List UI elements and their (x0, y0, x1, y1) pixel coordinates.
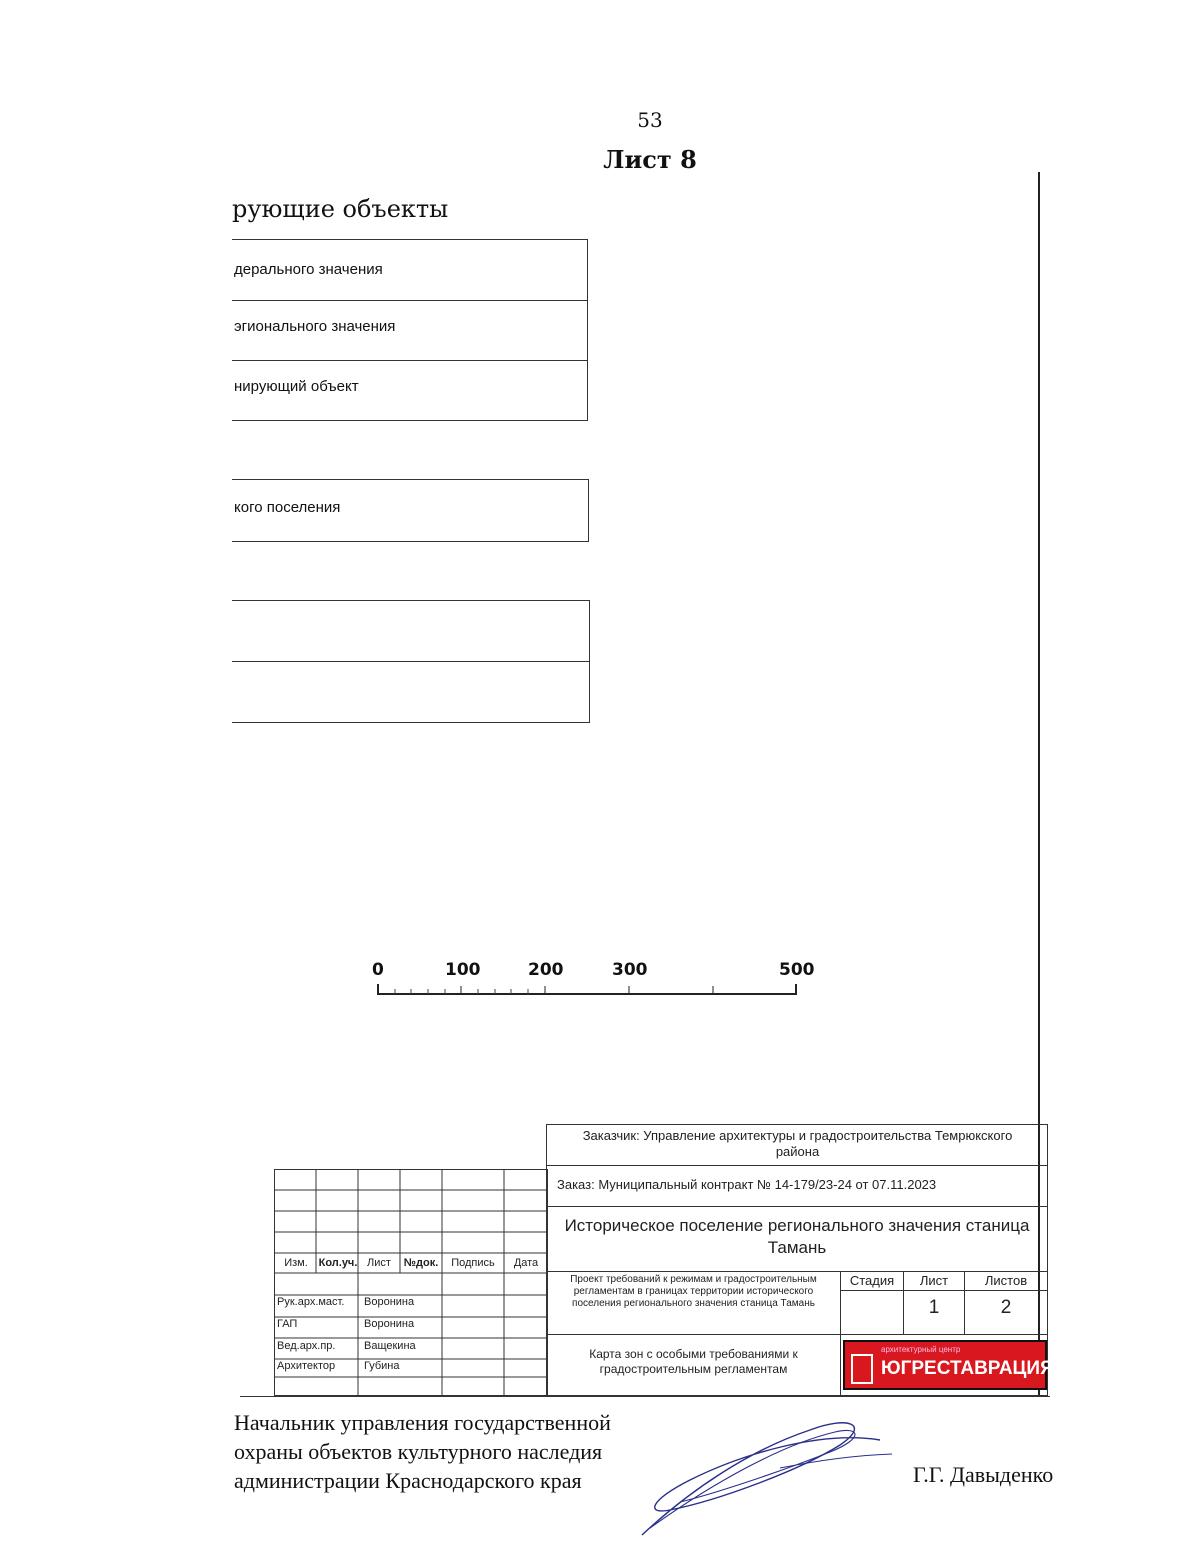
logo-top-text: архитектурный центр (881, 1345, 961, 1354)
legend-item (232, 661, 589, 721)
position-line: администрации Краснодарского края (234, 1468, 582, 1493)
company-logo (843, 1340, 1054, 1390)
staff-role: ГАП (277, 1318, 298, 1330)
legend-item (232, 300, 587, 360)
signatory-name: Г.Г. Давыденко (913, 1462, 1054, 1487)
scale-label: 500 (779, 960, 815, 980)
legend-title: рующие объекты (232, 195, 449, 223)
legend-item-label: кого поселения (234, 499, 341, 516)
position-line: охраны объектов культурного наследия (234, 1439, 603, 1464)
scale-label: 300 (612, 960, 648, 980)
scale-ruler (370, 980, 810, 1000)
project-desc: Проект требований к режимам и градостроительным регламентам в границах территории исторического поселения регионального значения станица Тамань (570, 1274, 817, 1309)
logo-main-text: ЮГРЕСТАВРАЦИЯ (881, 1358, 1054, 1379)
staff-role: Рук.арх.маст. (277, 1296, 345, 1308)
header-podpis: Подпись (451, 1257, 495, 1269)
list-value: 1 (928, 1297, 940, 1318)
staff-name: Ващекина (364, 1340, 416, 1352)
header-ndok: №док. (403, 1257, 439, 1269)
object-name: Историческое поселение регионального значения станица Тамань (564, 1216, 1030, 1257)
legend-group-3 (232, 600, 590, 723)
legend-group-1 (232, 239, 588, 421)
list-label: Лист (919, 1273, 949, 1288)
legend-group-2 (232, 479, 589, 542)
legend-item (232, 601, 589, 661)
sheet-name: Карта зон с особыми требованиями к градостроительным регламентам (589, 1347, 798, 1376)
staff-role: Архитектор (277, 1360, 336, 1372)
header-izm: Изм. (284, 1257, 308, 1269)
staff-name: Воронина (364, 1318, 415, 1330)
handwritten-signature (630, 1410, 900, 1540)
scale-label: 200 (528, 960, 564, 980)
frame-bottom-border (240, 1396, 1050, 1397)
legend-item (232, 240, 587, 300)
lists-value: 2 (1000, 1297, 1012, 1318)
header-list: Лист (367, 1257, 391, 1269)
scale-bar (370, 960, 820, 1005)
legend-item (232, 360, 587, 420)
signatory-position (234, 1408, 611, 1495)
page-number: 53 (637, 108, 663, 132)
column-icon (851, 1354, 873, 1384)
header-data: Дата (513, 1257, 539, 1269)
header-kol: Кол.уч. (318, 1257, 358, 1269)
order-text: Заказ: Муниципальный контракт № 14-179/23-24 от 07.11.2023 (557, 1177, 937, 1192)
legend-item-label: дерального значения (234, 261, 383, 278)
lists-label: Листов (984, 1273, 1028, 1288)
stage-value-cell (840, 1290, 904, 1335)
staff-name: Губина (364, 1360, 400, 1372)
legend-item (232, 480, 588, 540)
legend-item-label: эгионального значения (234, 318, 396, 335)
position-line: Начальник управления государственной (234, 1410, 611, 1435)
scale-label: 0 (372, 960, 384, 980)
staff-role: Вед.арх.пр. (277, 1340, 336, 1352)
scale-label: 100 (445, 960, 481, 980)
customer-text: Заказчик: Управление архитектуры и градостроительства Темрюкского района (582, 1128, 1013, 1159)
stage-label: Стадия (849, 1273, 895, 1288)
staff-name: Воронина (364, 1296, 415, 1308)
legend-item-label: нирующий объект (234, 378, 359, 395)
sheet-title: Лист 8 (603, 145, 697, 174)
